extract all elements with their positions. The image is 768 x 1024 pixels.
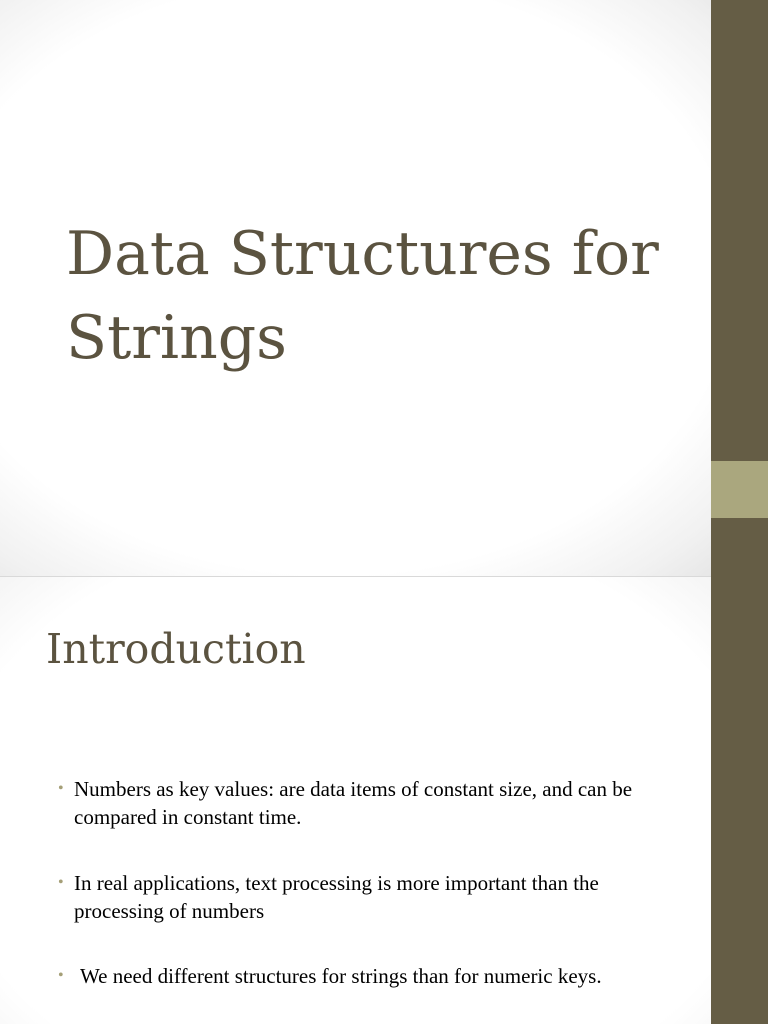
slide-title: Data Structures for Strings [66,219,659,373]
slide-heading: Introduction [46,625,306,673]
bullet-text: In real applications, text processing is more important than the processing of numbers [74,871,599,923]
list-item [58,869,688,925]
bullet-text: We need different structures for strings than for numeric keys. [80,964,602,988]
bullet-icon: • [58,874,64,891]
bullet-icon: • [58,780,64,797]
sidebar-accent-block [711,461,768,518]
list-item [58,962,688,990]
content-slide [0,577,711,1024]
list-item [58,775,688,831]
bullet-text: Numbers as key values: are data items of constant size, and can be compared in constant time. [74,777,633,829]
bullet-icon: • [58,967,64,984]
bullet-list [0,577,711,1024]
